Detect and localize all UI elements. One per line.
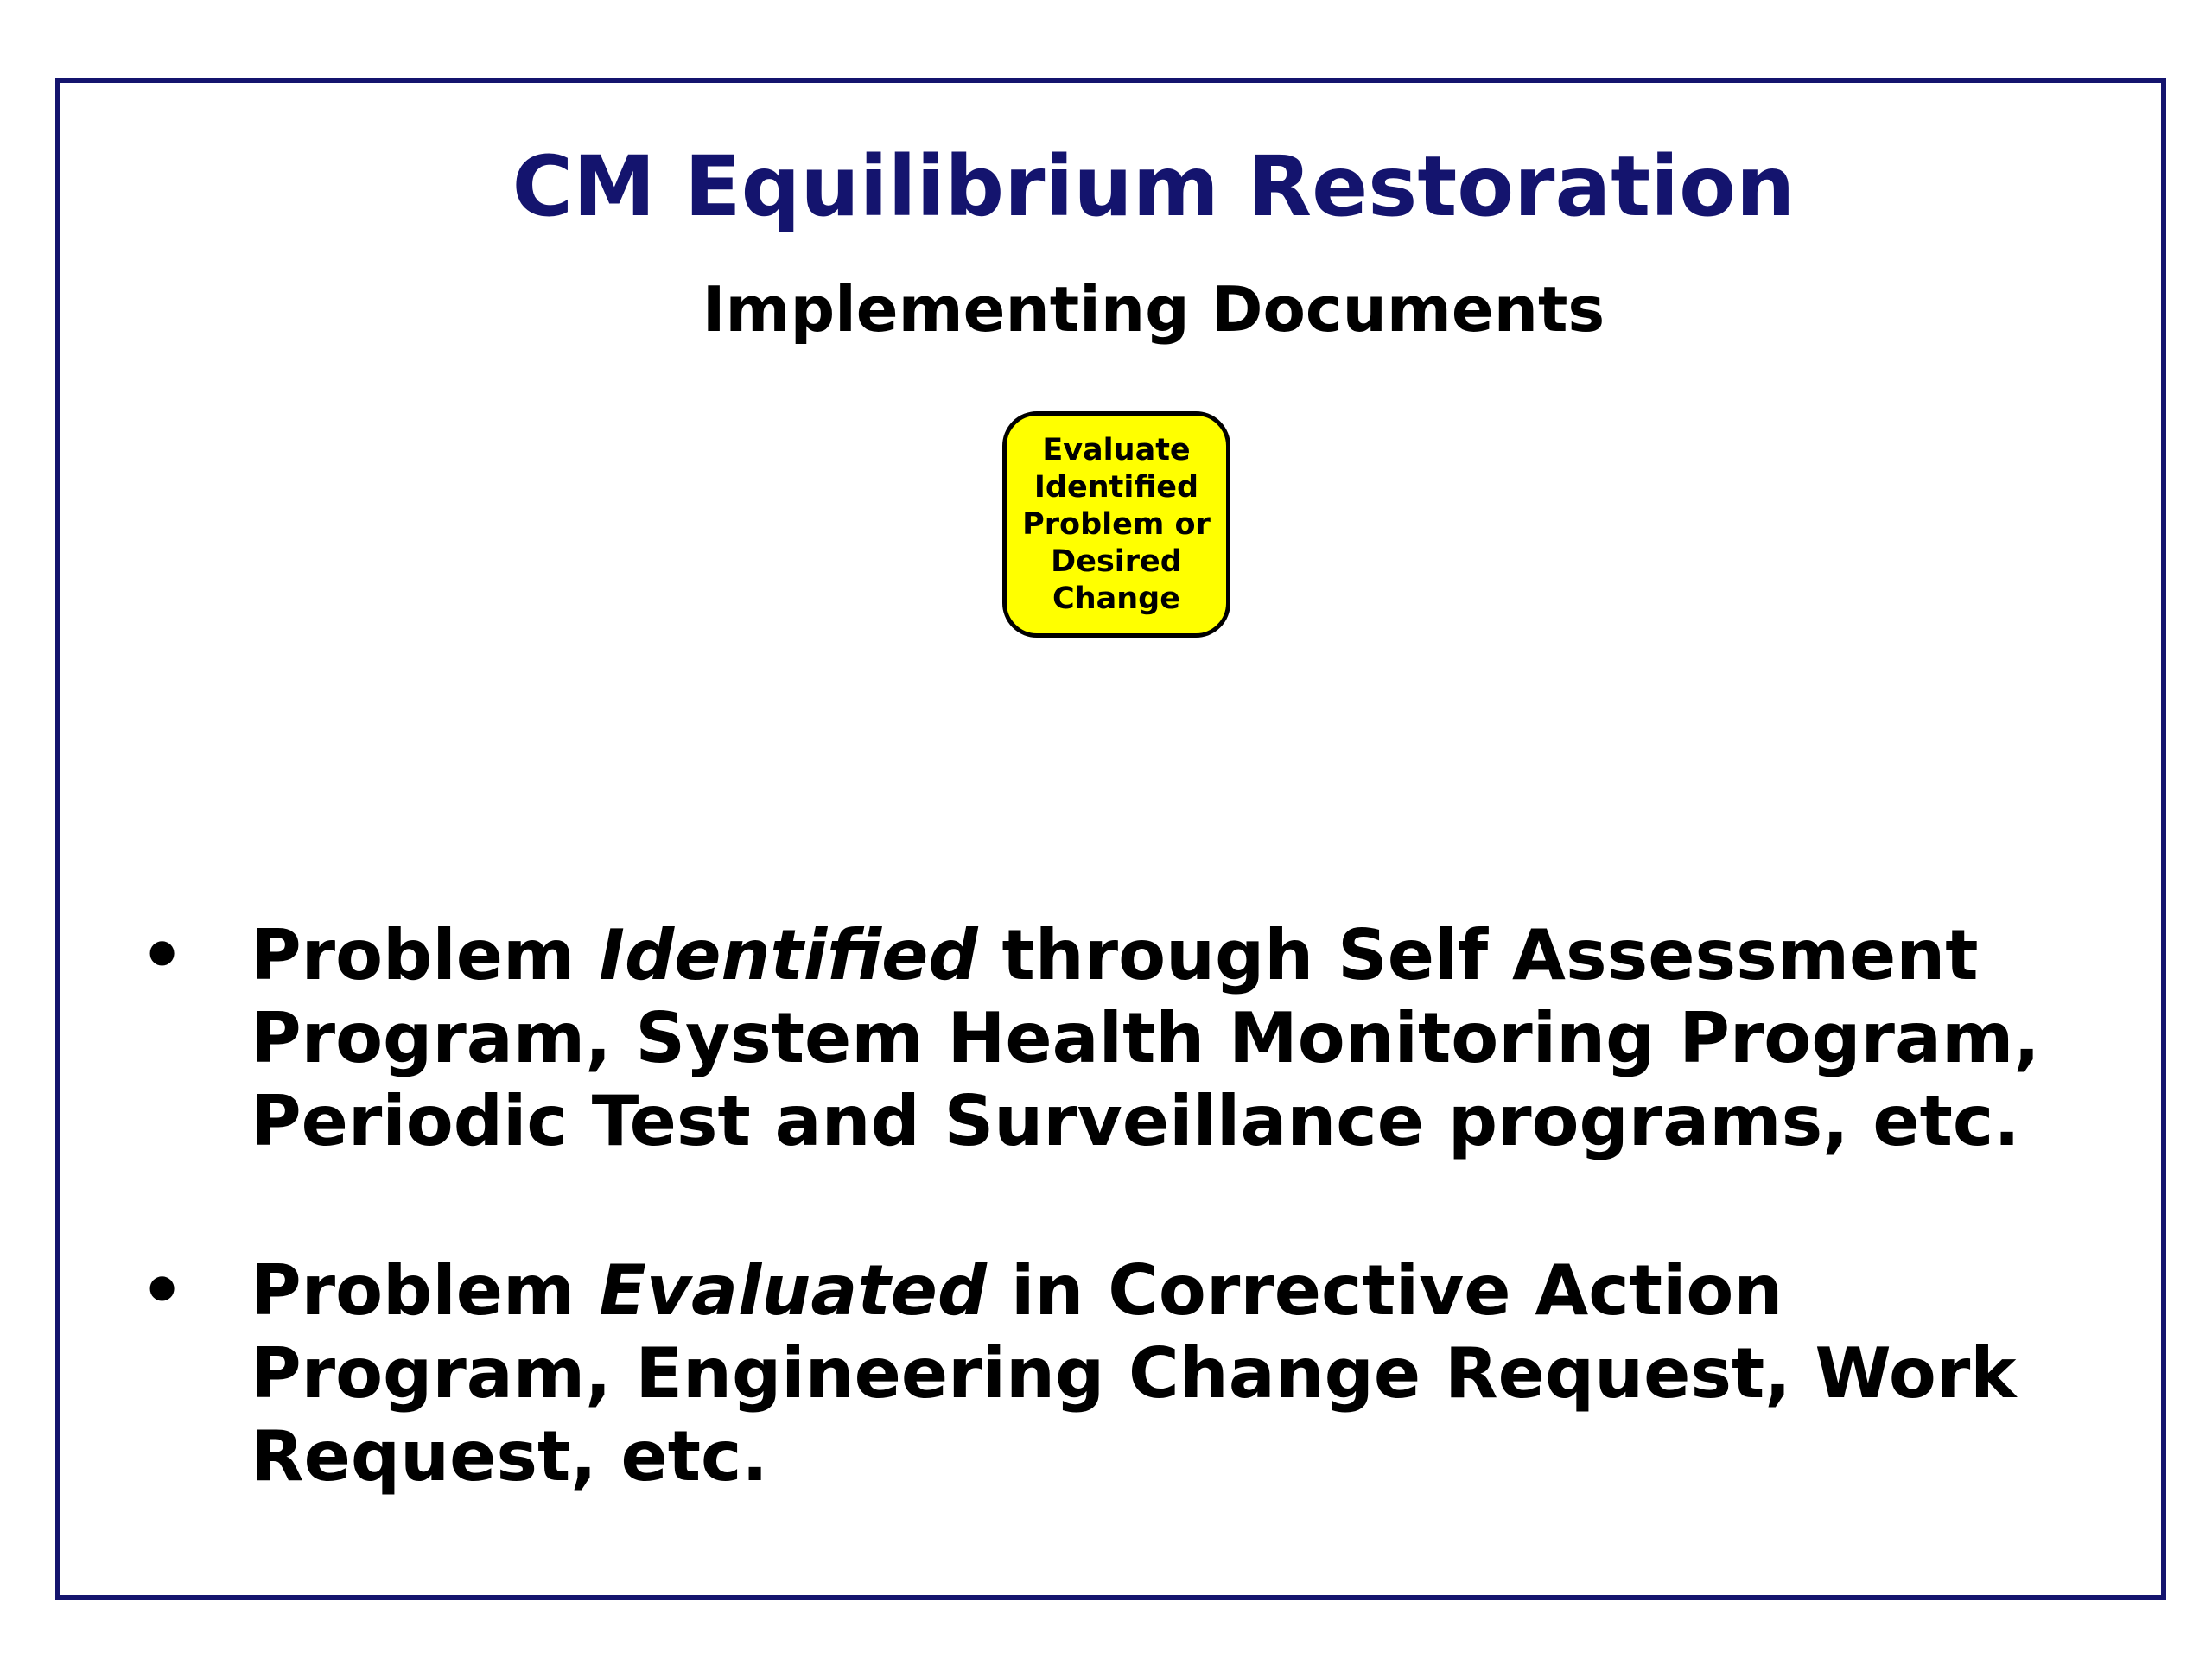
slide-title: CM Equilibrium Restoration xyxy=(512,138,1796,235)
bullet-marker: • xyxy=(140,1250,185,1331)
bullet-prefix: Problem xyxy=(251,915,600,995)
bullet-prefix: Problem xyxy=(251,1250,600,1331)
bullet-item-evaluated xyxy=(140,1249,2056,1498)
bullet-item-identified xyxy=(140,914,2056,1163)
slide-subtitle: Implementing Documents xyxy=(702,273,1605,346)
bullet-emphasis: Evaluated xyxy=(599,1250,988,1331)
bullet-text: in Corrective Action Program, Engineering Change Request, Work Request, etc. xyxy=(251,1250,2017,1497)
process-step-label: Evaluate Identified Problem or Desired Change xyxy=(1022,432,1211,616)
bullet-marker: • xyxy=(140,915,185,995)
bullet-text: through Self Assessment Program, System Health Monitoring Program, Periodic Test and Surveillance programs, etc. xyxy=(251,915,2040,1161)
bullet-emphasis: Identified xyxy=(599,915,978,995)
